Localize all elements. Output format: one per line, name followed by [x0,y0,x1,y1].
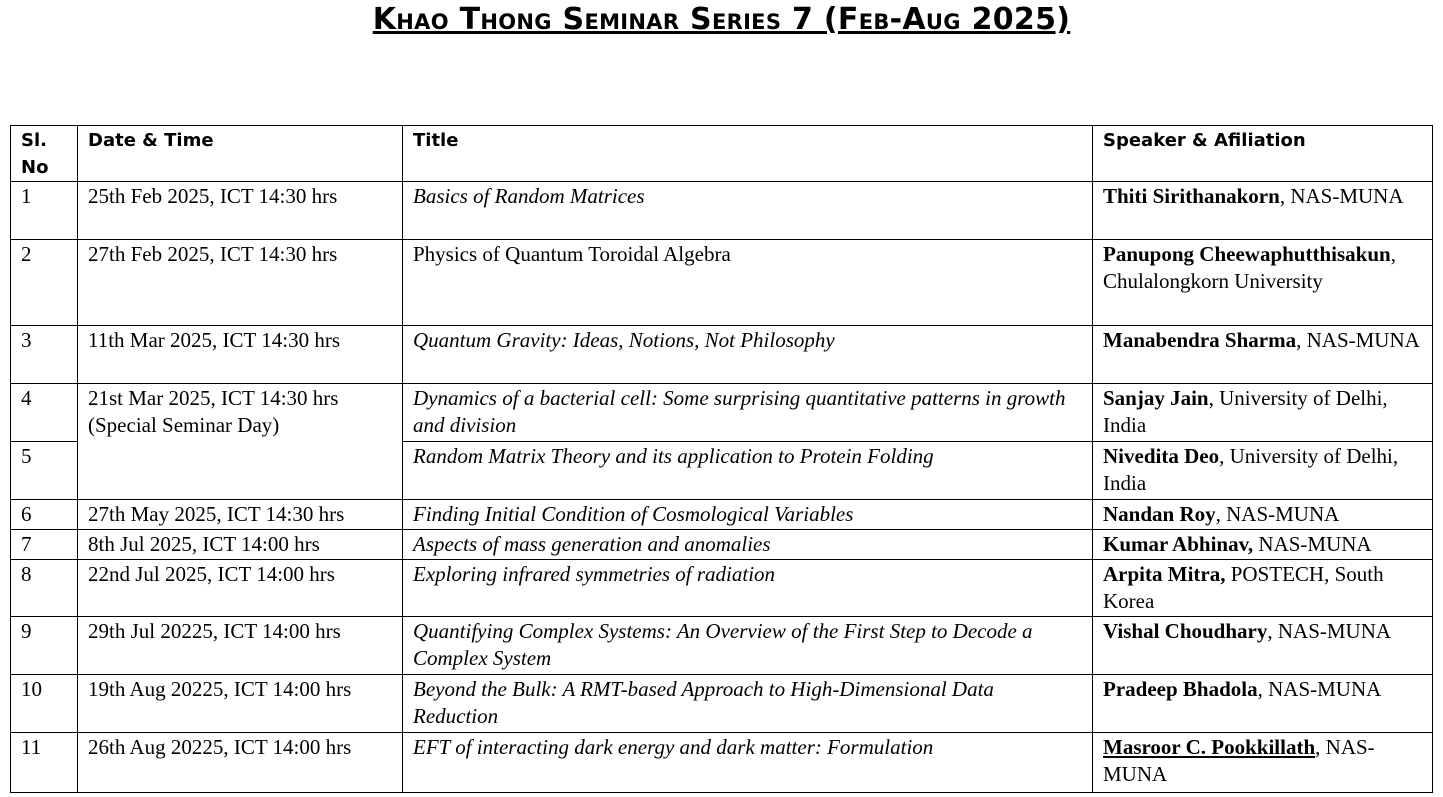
speaker-cell [1093,500,1433,530]
speaker-cell [1093,560,1433,617]
table-row [11,560,1433,617]
serial-no-cell: 2 [11,240,78,326]
title-cell: Finding Initial Condition of Cosmological Variables [403,500,1093,530]
serial-no-cell: 8 [11,560,78,617]
speaker-name: Thiti Sirithanakorn [1103,184,1280,208]
speaker-affiliation: POSTECH, South Korea [1103,562,1384,613]
speaker-name: Masroor C. Pookkillath [1103,735,1316,759]
header-speaker: Speaker & Afiliation [1093,126,1433,182]
title-cell: Beyond the Bulk: A RMT-based Approach to High-Dimensional Data Reduction [403,675,1093,733]
table-row [11,326,1433,384]
speaker-cell [1093,326,1433,384]
table-row [11,675,1433,733]
speaker-name: Kumar Abhinav, [1103,532,1254,556]
table-row [11,617,1433,675]
table-row [11,500,1433,530]
speaker-affiliation: , NAS-MUNA [1296,328,1420,352]
speaker-cell [1093,384,1433,442]
speaker-name: Pradeep Bhadola [1103,677,1258,701]
table-row [11,530,1433,560]
speaker-cell [1093,617,1433,675]
speaker-cell [1093,442,1433,500]
title-cell: Exploring infrared symmetries of radiation [403,560,1093,617]
date-cell: 27th Feb 2025, ICT 14:30 hrs [78,240,403,326]
serial-no-cell: 7 [11,530,78,560]
date-cell: 27th May 2025, ICT 14:30 hrs [78,500,403,530]
table-row [11,733,1433,793]
date-cell: 8th Jul 2025, ICT 14:00 hrs [78,530,403,560]
date-cell: 21st Mar 2025, ICT 14:30 hrs (Special Seminar Day) [78,384,403,500]
serial-no-cell: 5 [11,442,78,500]
speaker-affiliation: , NAS-MUNA [1279,184,1404,208]
speaker-affiliation: , NAS-MUNA [1215,502,1340,526]
title-cell: Aspects of mass generation and anomalies [403,530,1093,560]
speaker-affiliation: , University of Delhi, India [1103,444,1399,495]
date-cell: 22nd Jul 2025, ICT 14:00 hrs [78,560,403,617]
title-cell: Quantifying Complex Systems: An Overview of the First Step to Decode a Complex System [403,617,1093,675]
table-row [11,182,1433,240]
speaker-affiliation: , NAS-MUNA [1103,735,1375,786]
serial-no-cell: 9 [11,617,78,675]
speaker-cell [1093,182,1433,240]
table-row [11,384,1433,442]
speaker-name: Vishal Choudhary [1103,619,1268,643]
title-cell: Physics of Quantum Toroidal Algebra [403,240,1093,326]
serial-no-cell: 11 [11,733,78,793]
serial-no-cell: 4 [11,384,78,442]
speaker-cell [1093,530,1433,560]
date-cell: 19th Aug 20225, ICT 14:00 hrs [78,675,403,733]
speaker-affiliation: , NAS-MUNA [1257,677,1382,701]
header-serial-no: Sl. No [11,126,78,182]
speaker-cell [1093,240,1433,326]
speaker-name: Manabendra Sharma [1103,328,1297,352]
speaker-affiliation: , Chulalongkorn University [1103,242,1396,293]
speaker-name: Nandan Roy [1103,502,1216,526]
header-title: Title [403,126,1093,182]
title-cell: EFT of interacting dark energy and dark matter: Formulation [403,733,1093,793]
title-cell: Quantum Gravity: Ideas, Notions, Not Philosophy [403,326,1093,384]
page-title: Khao Thong Seminar Series 7 (Feb-Aug 2025) [372,2,1071,37]
speaker-cell [1093,675,1433,733]
title-cell: Dynamics of a bacterial cell: Some surprising quantitative patterns in growth and division [403,384,1093,442]
table-header-row [11,126,1433,182]
speaker-name: Arpita Mitra, [1103,562,1226,586]
date-cell: 26th Aug 20225, ICT 14:00 hrs [78,733,403,793]
speaker-affiliation: , University of Delhi, India [1103,386,1388,437]
date-cell: 25th Feb 2025, ICT 14:30 hrs [78,182,403,240]
serial-no-cell: 10 [11,675,78,733]
title-cell: Basics of Random Matrices [403,182,1093,240]
serial-no-cell: 3 [11,326,78,384]
speaker-affiliation: NAS-MUNA [1253,532,1372,556]
date-cell: 29th Jul 20225, ICT 14:00 hrs [78,617,403,675]
serial-no-cell: 1 [11,182,78,240]
speaker-affiliation: , NAS-MUNA [1267,619,1392,643]
table-row [11,240,1433,326]
speaker-name: Panupong Cheewaphutthisakun [1103,242,1391,266]
date-cell: 11th Mar 2025, ICT 14:30 hrs [78,326,403,384]
speaker-name: Nivedita Deo [1103,444,1220,468]
title-cell: Random Matrix Theory and its application to Protein Folding [403,442,1093,500]
serial-no-cell: 6 [11,500,78,530]
speaker-name: Sanjay Jain [1103,386,1209,410]
seminar-schedule-table [10,125,1433,793]
speaker-cell [1093,733,1433,793]
header-date-time: Date & Time [78,126,403,182]
